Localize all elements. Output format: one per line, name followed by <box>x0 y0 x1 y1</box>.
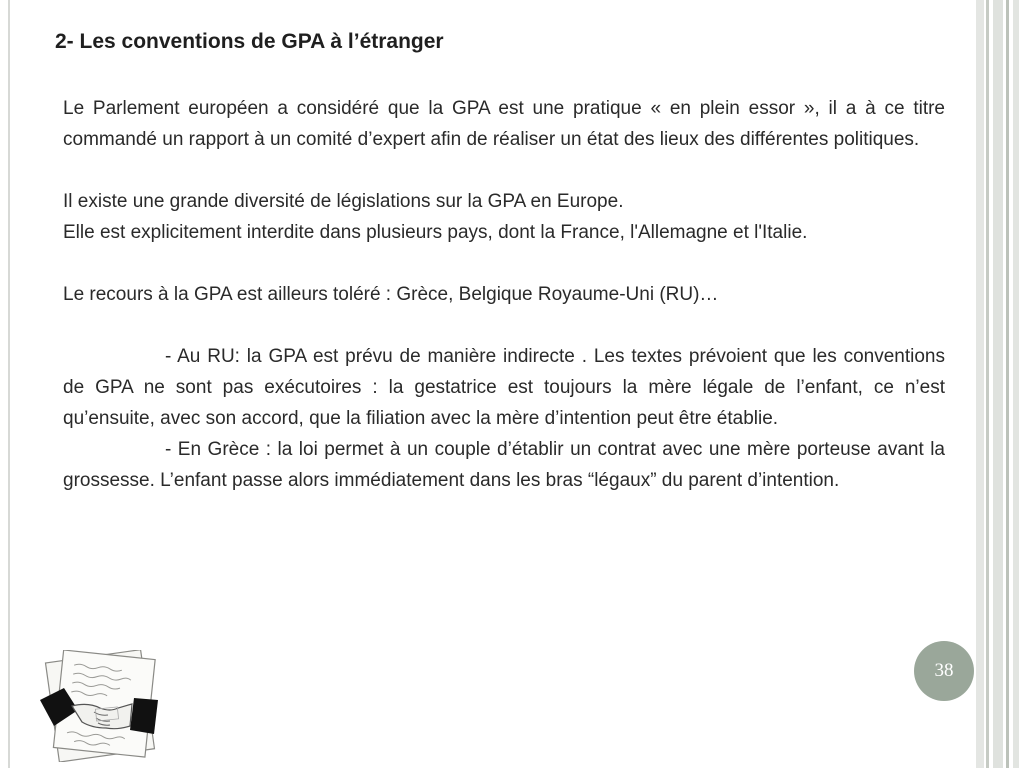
paragraph-greece: - En Grèce : la loi permet à un couple d’établir un contrat avec une mère porteuse avant la grossesse. L’enfant passe alors immédiatement dans les bras “légaux” du parent d’intention. <box>63 439 945 491</box>
handshake-contract-icon <box>38 650 160 762</box>
paragraph-diversity: Il existe une grande diversité de législations sur la GPA en Europe. <box>63 191 624 212</box>
slide-title: 2- Les conventions de GPA à l’étranger <box>55 30 444 53</box>
right-decorative-stripes <box>976 0 1024 768</box>
paragraph-european-parliament: Le Parlement européen a considéré que la GPA est une pratique « en plein essor », il a à ce titre commandé un rapport à un comité d’expert afin de réaliser un état des lieux des différentes politiques. <box>63 98 945 150</box>
slide-body <box>63 93 945 496</box>
page-number-badge: 38 <box>914 641 974 701</box>
left-border-line <box>8 0 10 768</box>
paragraph-uk: - Au RU: la GPA est prévu de manière indirecte . Les textes prévoient que les conventions de GPA ne sont pas exécutoires : la gestatrice est toujours la mère légale de l’enfant, ce n’est qu’ensuite, avec son accord, que la filiation avec la mère d’intention peut être établie. <box>63 346 945 429</box>
paragraph-prohibited: Elle est explicitement interdite dans plusieurs pays, dont la France, l'Allemagne et l'Italie. <box>63 222 808 243</box>
paragraph-tolerated: Le recours à la GPA est ailleurs toléré : Grèce, Belgique Royaume-Uni (RU)… <box>63 284 719 305</box>
